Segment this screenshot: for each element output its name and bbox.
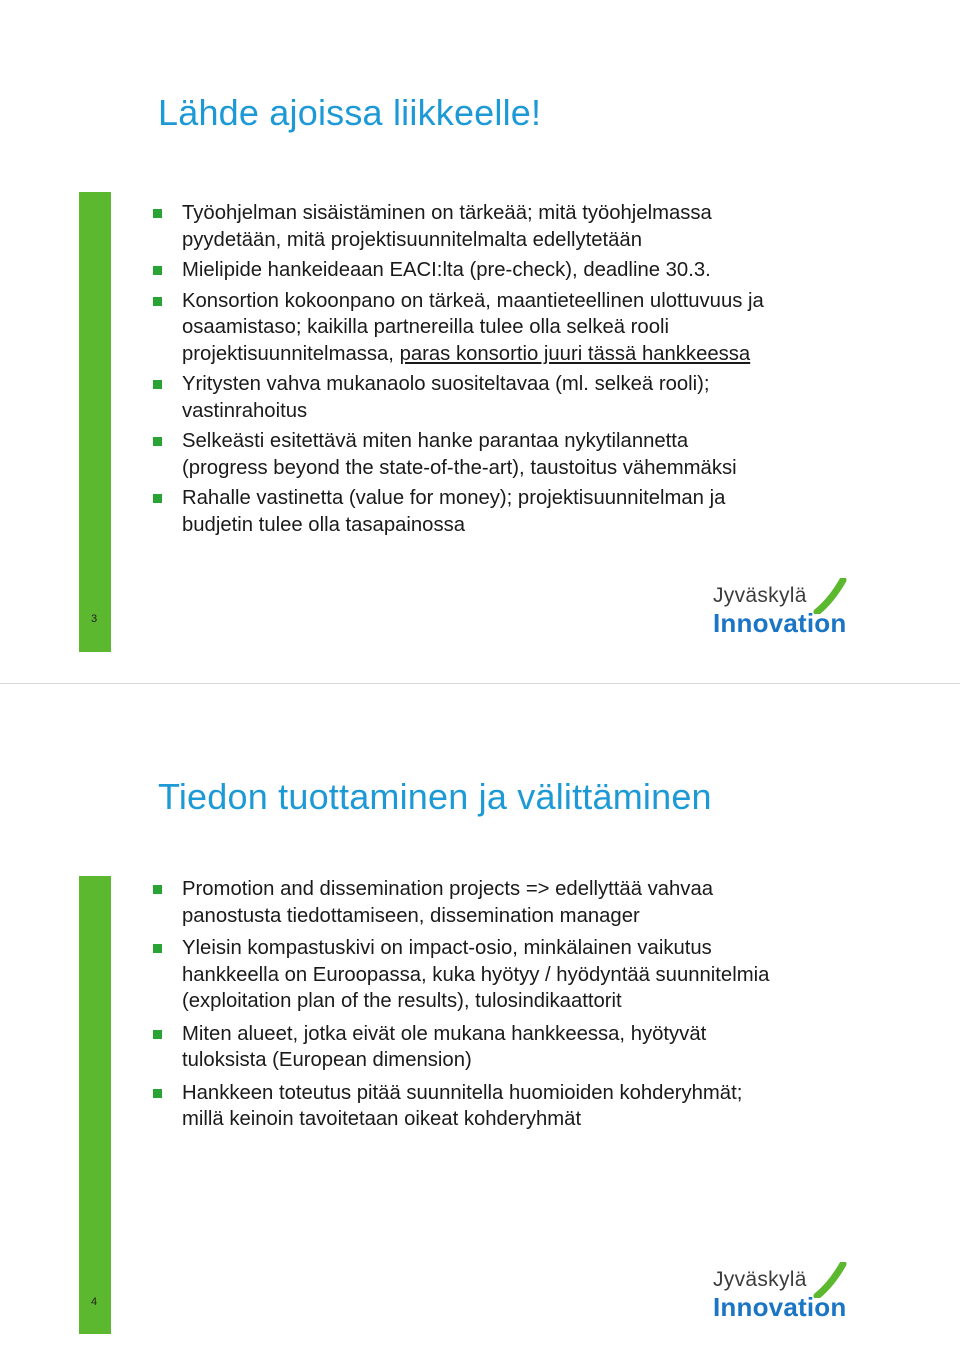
bullet-item	[153, 876, 853, 929]
bullet-item	[153, 200, 853, 253]
green-accent-bar	[79, 192, 111, 652]
bullet-item	[153, 257, 853, 284]
bullet-line: pyydetään, mitä projektisuunnitelmalta edellytetään	[182, 228, 642, 251]
bullet-line: (exploitation plan of the results), tulosindikaattorit	[182, 990, 622, 1012]
bullet-line: hankkeella on Euroopassa, kuka hyötyy / hyödyntää suunnitelmia	[182, 963, 770, 986]
square-bullet-icon	[153, 297, 162, 306]
jyvaskyla-innovation-logo	[713, 1262, 863, 1322]
square-bullet-icon	[153, 437, 162, 446]
square-bullet-icon	[153, 885, 162, 894]
underlined-phrase: paras konsortio juuri tässä hankkeessa	[399, 342, 751, 365]
bullet-line: Mielipide hankeideaan EACI:lta (pre-check), deadline 30.3.	[182, 259, 711, 281]
bullet-line: Selkeästi esitettävä miten hanke parantaa nykytilannetta	[182, 430, 689, 452]
bullet-line-text: projektisuunnitelmassa,	[182, 342, 400, 365]
bullet-item	[153, 288, 853, 368]
square-bullet-icon	[153, 380, 162, 389]
slide-title: Lähde ajoissa liikkeelle!	[158, 92, 542, 133]
logo-swoosh-icon	[813, 578, 853, 614]
bullet-line: Hankkeen toteutus pitää suunnitella huomioiden kohderyhmät;	[182, 1081, 743, 1104]
page-number: 3	[91, 613, 98, 625]
bullet-line: millä keinoin tavoitetaan oikeat kohderyhmät	[182, 1108, 582, 1130]
bullet-line: osaamistaso; kaikilla partnereilla tulee olla selkeä rooli	[182, 316, 669, 338]
square-bullet-icon	[153, 1030, 162, 1039]
bullet-line: Miten alueet, jotka eivät ole mukana hankkeessa, hyötyvät	[182, 1022, 707, 1045]
logo-text-bottom: Innovation	[713, 1292, 847, 1322]
bullet-item	[153, 935, 853, 1015]
jyvaskyla-innovation-logo	[713, 578, 863, 638]
green-accent-bar	[79, 876, 111, 1334]
logo-swoosh-icon	[813, 1262, 853, 1298]
bullet-item	[153, 485, 853, 538]
bullet-line: vastinrahoitus	[182, 399, 308, 422]
logo-text-bottom: Innovation	[713, 608, 847, 638]
bullet-line: tuloksista (European dimension)	[182, 1049, 472, 1071]
bullet-item	[153, 428, 853, 481]
bullet-line: budjetin tulee olla tasapainossa	[182, 513, 466, 536]
square-bullet-icon	[153, 494, 162, 503]
bullet-list	[153, 200, 853, 542]
bullet-line	[182, 341, 853, 368]
slide-title: Tiedon tuottaminen ja välittäminen	[158, 776, 712, 817]
square-bullet-icon	[153, 944, 162, 953]
bullet-line: Työohjelman sisäistäminen on tärkeää; mitä työohjelmassa	[182, 202, 712, 224]
bullet-line: Konsortion kokoonpano on tärkeä, maantieteellinen ulottuvuus ja	[182, 289, 764, 312]
square-bullet-icon	[153, 266, 162, 275]
bullet-line: Yleisin kompastuskivi on impact-osio, minkälainen vaikutus	[182, 937, 712, 959]
square-bullet-icon	[153, 209, 162, 218]
bullet-list	[153, 876, 853, 1139]
logo-text-top: Jyväskylä	[713, 584, 807, 607]
slide-3	[0, 0, 960, 683]
slide-4	[0, 684, 960, 1367]
page-number: 4	[91, 1296, 98, 1308]
bullet-item	[153, 371, 853, 424]
bullet-item	[153, 1021, 853, 1074]
logo-text-top: Jyväskylä	[713, 1268, 807, 1291]
bullet-line: panostusta tiedottamiseen, dissemination manager	[182, 904, 640, 927]
bullet-item	[153, 1080, 853, 1133]
bullet-line: Rahalle vastinetta (value for money); projektisuunnitelman ja	[182, 487, 726, 509]
bullet-line: Yritysten vahva mukanaolo suositeltavaa (ml. selkeä rooli);	[182, 373, 710, 395]
square-bullet-icon	[153, 1089, 162, 1098]
bullet-line: (progress beyond the state-of-the-art), taustoitus vähemmäksi	[182, 456, 737, 479]
bullet-line: Promotion and dissemination projects => edellyttää vahvaa	[182, 878, 714, 900]
